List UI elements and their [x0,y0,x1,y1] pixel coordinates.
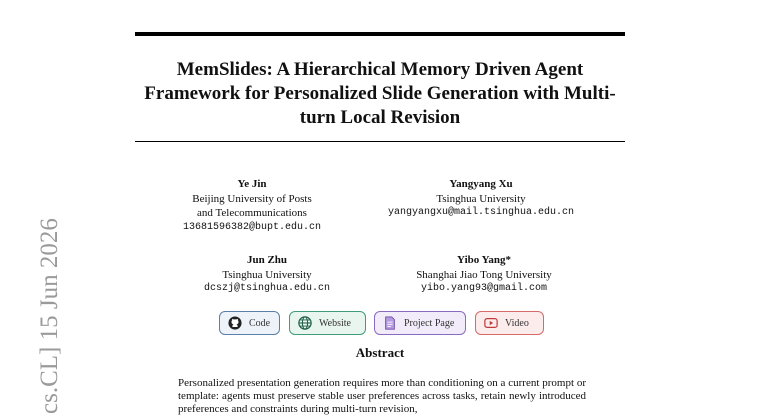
author-affiliation: Tsinghua University [436,192,526,205]
video-play-icon [484,316,498,330]
author-block [371,177,591,221]
author-name: Yangyang Xu [449,178,513,190]
author-affiliation: and Telecommunications [197,207,307,219]
code-button-label: Code [249,317,271,329]
title-bottom-rule [135,141,625,142]
author-affiliation: Shanghai Jiao Tong University [416,268,552,281]
globe-icon [298,316,312,330]
project-page-button-label: Project Page [404,317,455,329]
github-icon [228,316,242,330]
author-email[interactable]: yibo.yang93@gmail.com [420,283,548,294]
video-button-label: Video [505,317,529,329]
author-block [157,253,377,297]
video-button[interactable] [475,311,544,335]
author-name: Jun Zhu [246,254,288,266]
website-button[interactable] [289,311,366,335]
author-block [142,177,362,235]
code-button[interactable] [219,311,280,335]
title-top-rule [135,32,625,36]
project-page-button[interactable] [374,311,466,335]
abstract-heading: Abstract [355,345,405,360]
document-icon [383,316,397,330]
author-email[interactable]: dcszj@tsinghua.edu.cn [203,283,331,294]
author-name: Ye Jin [237,178,267,190]
author-email[interactable]: 13681596382@bupt.edu.cn [182,221,322,233]
arxiv-side-label: cs.CL] 15 Jun 2026 [36,218,63,414]
paper-title: MemSlides: A Hierarchical Memory Driven Agent Framework for Personalized Slide Generation with Multi-turn Local Revision [144,59,616,128]
author-affiliation: Tsinghua University [222,268,312,281]
author-block [374,253,594,297]
author-name: Yibo Yang* [457,254,511,266]
author-email[interactable]: yangyangxu@mail.tsinghua.edu.cn [387,207,575,218]
abstract-text: Personalized presentation generation requires more than conditioning on a current prompt or template: agents must preserve stable user preferences across tasks, retain newly introduced preferences and constraints during multi-turn revision, [178,377,586,415]
author-affiliation: Beijing University of Posts [192,192,312,205]
website-button-label: Website [319,317,351,329]
